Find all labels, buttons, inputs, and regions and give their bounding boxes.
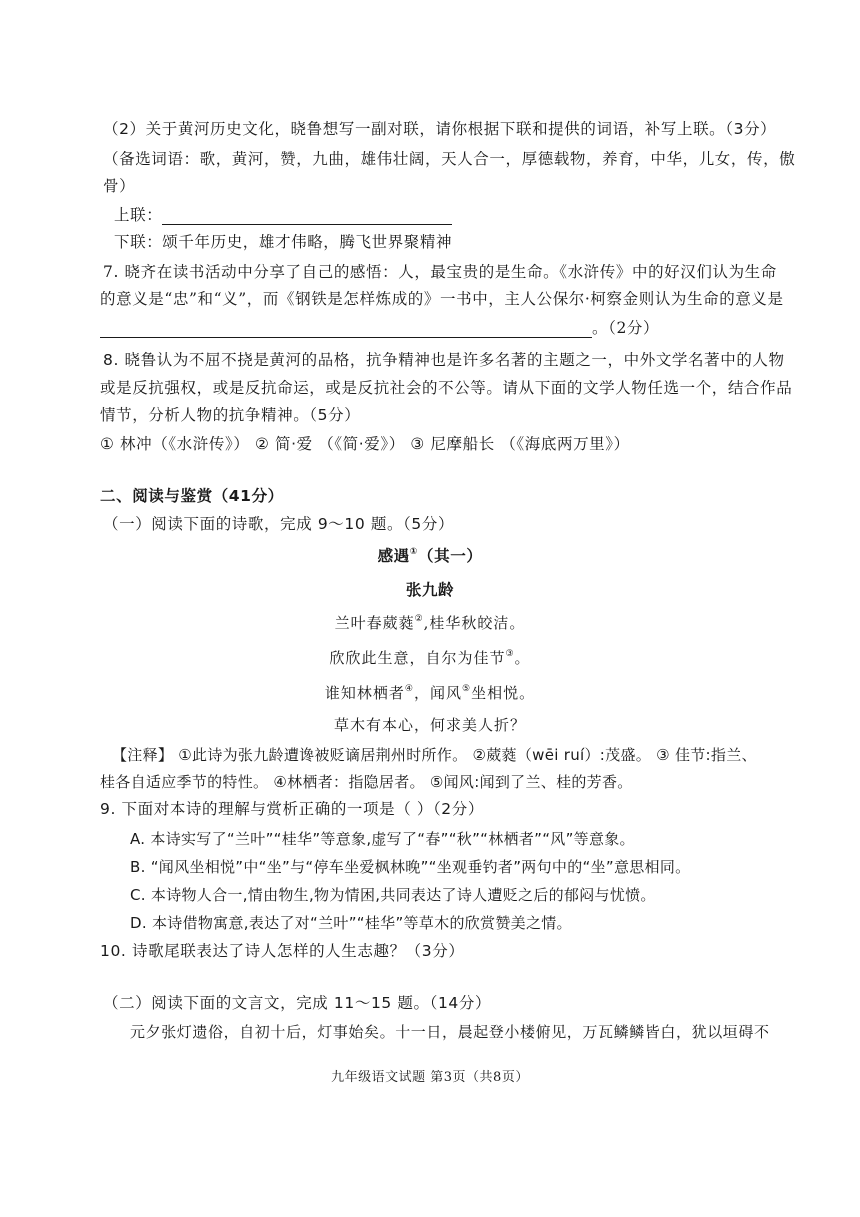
poem-line3: 谁知林栖者④，闻风⑤坐相悦。 [324,684,536,702]
q7-answer-blank[interactable] [100,321,592,338]
page-footer: 九年级语文试题 第3页（共8页） [331,1070,529,1085]
q8-line3: 情节，分析人物的抗争精神。（5分） [100,406,361,424]
notes-line2: 桂各自适应季节的特性。 ④林栖者：指隐居者。 ⑤闻风:闻到了兰、桂的芳香。 [100,773,633,791]
q6-2-word-bank-line1: （备选词语：歌，黄河，赞，九曲，雄伟壮阔，天人合一，厚德载物，养育，中华，儿女，传，傲 [103,150,796,168]
note-marker: ④ [404,684,414,694]
lower-couplet-line: 下联：颂千年历史，雄才伟略，腾飞世界聚精神 [114,233,453,251]
q10-stem: 10. 诗歌尾联表达了诗人怎样的人生志趣？（3分） [100,942,465,960]
q9-option-b[interactable]: B. “闻风坐相悦”中“坐”与“停车坐爱枫林晚”“坐观垂钓者”两句中的“坐”意思相同。 [130,858,691,876]
q6-2-word-bank-line2: 骨） [103,177,136,195]
q7-line3-end: 。（2分） [592,319,660,337]
classical-text-line1: 元夕张灯遗俗，自初十后，灯事始矣。十一日，晨起登小楼俯见，万瓦鳞鳞皆白，犹以垣碍不 [130,1023,770,1041]
q8-line2: 或是反抗强权，或是反抗命运，或是反抗社会的不公等。请从下面的文学人物任选一个，结合作品 [100,379,793,397]
poem-line4: 草木有本心，何求美人折？ [333,716,526,734]
section2-heading: 二、阅读与鉴赏（41分） [100,487,284,505]
note-marker: ① [409,547,419,557]
q9-option-c[interactable]: C. 本诗物人合一,情由物生,物为情困,共同表达了诗人遭贬之后的郁闷与忧愤。 [130,886,656,904]
poem-line2: 欣欣此生意，自尔为佳节③。 [329,649,531,667]
poem-author: 张九龄 [405,581,455,599]
q7-line1: 7. 晓齐在读书活动中分享了自己的感悟：人，最宝贵的是生命。《水浒传》中的好汉们认为生命 [103,263,777,281]
q9-option-a[interactable]: A. 本诗实写了“兰叶”“桂华”等意象,虚写了“春”“秋”“林栖者”“风”等意象。 [130,830,635,848]
note-marker: ⑤ [462,684,472,694]
q7-line2: 的意义是“忠”和“义”，而《钢铁是怎样炼成的》一书中，主人公保尔·柯察金则认为生命的意义是 [100,290,784,308]
note-marker: ③ [505,649,515,659]
poem-line1: 兰叶春葳蕤②,桂华秋皎洁。 [334,614,526,632]
notes-line1: 【注释】 ①此诗为张九龄遭谗被贬谪居荆州时所作。 ②葳蕤（wēi ruí）:茂盛。 ③ 佳节:指兰、 [112,746,757,764]
q8-line1: 8. 晓鲁认为不屈不挠是黄河的品格，抗争精神也是许多名著的主题之一，中外文学名著中的人物 [103,351,785,369]
poem-title: 感遇①（其一） [377,547,483,565]
q9-option-d[interactable]: D. 本诗借物寓意,表达了对“兰叶”“桂华”等草木的欣赏赞美之情。 [130,914,572,932]
q9-stem: 9. 下面对本诗的理解与赏析正确的一项是（ ）（2分） [100,800,484,818]
part1-intro: （一）阅读下面的诗歌，完成 9～10 题。（5分） [103,515,455,533]
part2-intro: （二）阅读下面的文言文，完成 11～15 题。（14分） [103,994,492,1012]
q6-2-prompt: （2）关于黄河历史文化，晓鲁想写一副对联，请你根据下联和提供的词语，补写上联。（3分） [103,120,777,138]
upper-couplet-answer-blank[interactable] [162,208,452,225]
upper-couplet-label: 上联： [114,206,163,224]
q7-line3 [100,318,659,338]
note-marker: ② [414,614,424,624]
q8-options: ① 林冲（《水浒传》） ② 简·爱 （《简·爱》） ③ 尼摩船长 （《海底两万里》） [100,435,630,453]
upper-couplet-row [114,205,452,225]
